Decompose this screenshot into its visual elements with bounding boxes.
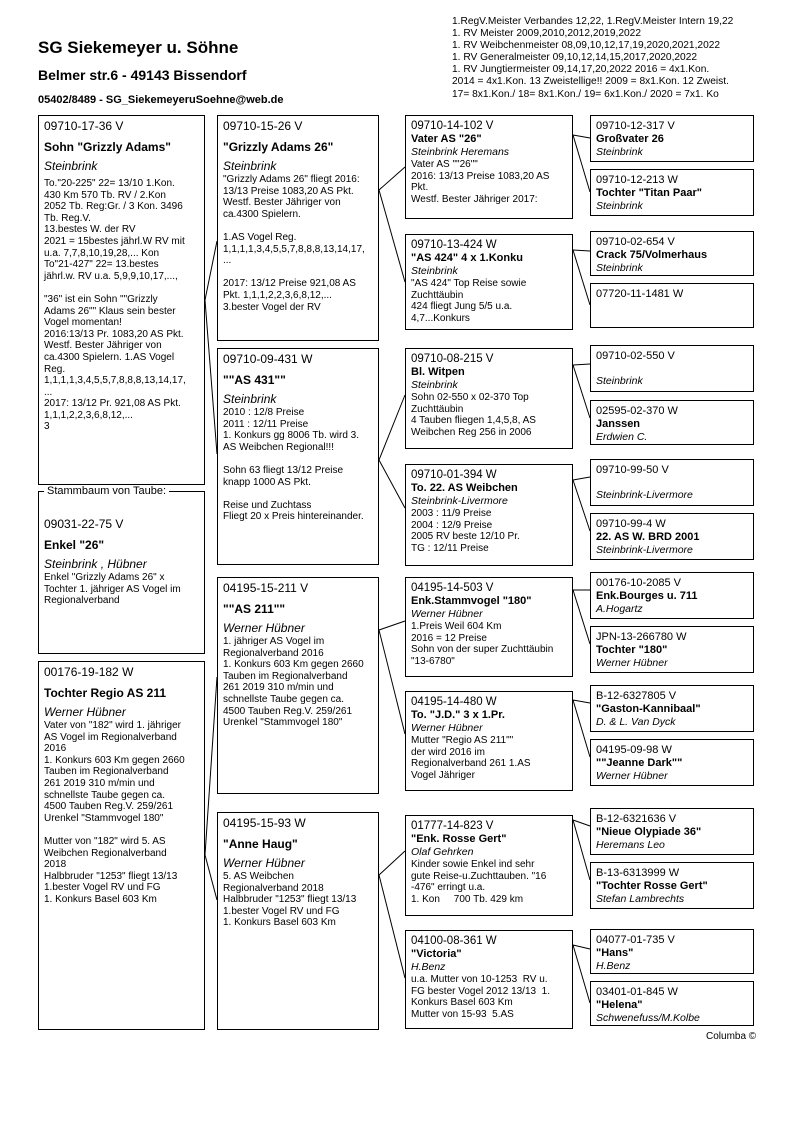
pigeon-name: ""AS 211"" <box>223 602 286 616</box>
pigeon-name: Großvater 26 <box>596 133 664 145</box>
stammbaum-label: Stammbaum von Taube: <box>44 485 169 497</box>
pigeon-name: "Enk. Rosse Gert" <box>411 833 507 845</box>
achievement-line: 1. RV Meister 2009,2010,2012,2019,2022 <box>452 28 641 40</box>
pigeon-description: "Grizzly Adams 26" fliegt 2016: 13/13 Preise 1083,20 AS Pkt. Westf. Bester Jähriger von ca.4300 Spielern. 1.AS Vogel Reg. 1,1,1,1,3,4,5,5,7,8,8,8,13,14,17, ... 2017: 13/12 Preise 921,08 AS Pkt. 1,1,1,2,2,3,6,8,12,... 3.bester Vogel der RV <box>223 174 365 313</box>
pigeon-description: Vater von "182" wird 1. jähriger AS Vogel im Regionalverband 2016 1. Konkurs 603 Km gegen 2660 Tauben im Regionalverband 261 2019 310 m/min und schnellste Taube gegen ca. 4500 Tauben Reg.V. 259/261 Urenkel "Stammvogel 180" Mutter von "182" wird 5. AS Weibchen Regionalverband 2018 Halbbruder "1253" fliegt 13/13 1.bester Vogel RV und FG 1. Konkurs Basel 603 Km <box>44 720 185 905</box>
pigeon-name: "Tochter Rosse Gert" <box>596 880 708 892</box>
pigeon-card <box>405 234 573 330</box>
pigeon-card <box>590 400 754 445</box>
pigeon-card <box>405 464 573 566</box>
pigeon-description: 1. jähriger AS Vogel im Regionalverband 2016 1. Konkurs 603 Km gegen 2660 Tauben im Regionalverband 261 2019 310 m/min und schnellste Taube gegen ca. 4500 Tauben Reg.V. 259/261 Urenkel "Stammvogel 180" <box>223 636 364 729</box>
pigeon-description: 5. AS Weibchen Regionalverband 2018 Halbbruder "1253" fliegt 13/13 1.bester Vogel RV und FG 1. Konkurs Basel 603 Km <box>223 871 357 929</box>
breeder: A.Hogartz <box>596 603 643 615</box>
breeder-name: SG Siekemeyer u. Söhne <box>38 38 239 57</box>
breeder: Steinbrink-Livermore <box>596 544 693 556</box>
pigeon-card-dam <box>38 661 205 1030</box>
breeder: H.Benz <box>596 960 631 972</box>
pigeon-card <box>590 981 754 1026</box>
pigeon-description: Kinder sowie Enkel ind sehr gute Reise-u.Zuchttauben. "16 -476" erringt u.a. 1. Kon 700 Tb. 429 km <box>411 859 547 905</box>
breeder: Heremans Leo <box>596 839 665 851</box>
breeder: Steinbrink <box>223 392 277 406</box>
pigeon-name: "Hans" <box>596 947 634 959</box>
pigeon-name: Sohn "Grizzly Adams" <box>44 140 171 154</box>
pigeon-card <box>405 930 573 1029</box>
ring-number: 09710-17-36 V <box>44 119 124 133</box>
ring-number: 09710-99-4 W <box>596 518 666 530</box>
pigeon-name: Tochter "Titan Paar" <box>596 187 702 199</box>
pigeon-description: 2003 : 11/9 Preise 2004 : 12/9 Preise 2005 RV beste 12/10 Pr. TG : 12/11 Preise <box>411 508 520 554</box>
achievement-line: 2014 = 4x1.Kon. 13 Zweistellige!! 2009 = 8x1.Kon. 12 Zweist. <box>452 76 729 88</box>
breeder: Werner Hübner <box>44 705 126 719</box>
ring-number: 09710-14-102 V <box>411 120 494 132</box>
breeder-address: Belmer str.6 - 49143 Bissendorf <box>38 67 247 83</box>
breeder: Steinbrink <box>596 200 643 212</box>
pigeon-description: Sohn 02-550 x 02-370 Top Zuchttäubin 4 Tauben fliegen 1,4,5,8, AS Weibchen Reg 256 in 2006 <box>411 392 536 438</box>
achievement-line: 17= 8x1.Kon./ 18= 8x1.Kon./ 19= 6x1.Kon./ 2020 = 7x1. Ko <box>452 88 719 100</box>
ring-number: 09710-01-394 W <box>411 469 497 481</box>
ring-number: 09031-22-75 V <box>44 517 124 531</box>
pigeon-name: "Nieue Olypiade 36" <box>596 826 702 838</box>
breeder: Steinbrink-Livermore <box>411 495 508 507</box>
breeder: Schwenefuss/M.Kolbe <box>596 1012 700 1024</box>
breeder: D. & L. Van Dyck <box>596 716 676 728</box>
pigeon-card <box>590 808 754 855</box>
ring-number: JPN-13-266780 W <box>596 631 687 643</box>
ring-number: 04195-14-480 W <box>411 696 497 708</box>
pigeon-description: Vater AS ""26"" 2016: 13/13 Preise 1083,20 AS Pkt. Westf. Bester Jähriger 2017: <box>411 159 550 205</box>
ring-number: 09710-02-550 V <box>596 350 675 362</box>
pigeon-name: "AS 424" 4 x 1.Konku <box>411 252 523 264</box>
pigeon-card <box>590 929 754 974</box>
pigeon-name: "Gaston-Kannibaal" <box>596 703 701 715</box>
achievement-line: 1. RV Generalmeister 09,10,12,14,15,2017,2020,2022 <box>452 52 698 64</box>
pigeon-name: Enk.Bourges u. 711 <box>596 590 698 602</box>
ring-number: 09710-08-215 V <box>411 353 494 365</box>
pigeon-name: Janssen <box>596 418 641 430</box>
breeder: Steinbrink <box>411 265 458 277</box>
breeder: Werner Hübner <box>411 722 483 734</box>
ring-number: 09710-02-654 V <box>596 236 675 248</box>
pigeon-card-subject <box>38 491 205 654</box>
pigeon-name: "Helena" <box>596 999 643 1011</box>
pigeon-name: Vater AS "26" <box>411 133 482 145</box>
ring-number: B-12-6321636 V <box>596 813 677 825</box>
pigeon-name: Tochter Regio AS 211 <box>44 686 167 700</box>
breeder: Olaf Gehrken <box>411 846 474 858</box>
breeder: H.Benz <box>411 961 446 973</box>
pigeon-description: Enkel "Grizzly Adams 26" x Tochter 1. jähriger AS Vogel im Regionalverband <box>44 572 181 607</box>
breeder-contact: 05402/8489 - SG_SiekemeyeruSoehne@web.de <box>38 94 284 106</box>
breeder: Steinbrink <box>44 159 98 173</box>
pigeon-card <box>590 459 754 506</box>
breeder: Erdwien C. <box>596 431 648 443</box>
ring-number: 02595-02-370 W <box>596 405 678 417</box>
pigeon-name: Enkel "26" <box>44 538 105 552</box>
breeder: Werner Hübner <box>596 657 668 669</box>
pigeon-card <box>590 513 754 560</box>
pigeon-name: 22. AS W. BRD 2001 <box>596 531 700 543</box>
pigeon-description: Mutter "Regio AS 211"" der wird 2016 im Regionalverband 261 1.AS Vogel Jähriger <box>411 735 531 781</box>
breeder: Steinbrink-Livermore <box>596 489 693 501</box>
breeder: Steinbrink <box>223 159 277 173</box>
pigeon-card <box>590 626 754 673</box>
pigeon-card <box>405 691 573 791</box>
breeder: Werner Hübner <box>223 621 305 635</box>
breeder: Steinbrink , Hübner <box>44 557 147 571</box>
ring-number: B-13-6313999 W <box>596 867 680 879</box>
breeder: Werner Hübner <box>596 770 668 782</box>
ring-number: 09710-15-26 V <box>223 119 303 133</box>
breeder: Steinbrink <box>596 375 643 387</box>
ring-number: 09710-13-424 W <box>411 239 497 251</box>
pigeon-card <box>590 572 754 619</box>
ring-number: 09710-09-431 W <box>223 352 313 366</box>
pigeon-card <box>590 115 754 162</box>
ring-number: B-12-6327805 V <box>596 690 677 702</box>
ring-number: 04195-09-98 W <box>596 744 672 756</box>
pigeon-description: 2010 : 12/8 Preise 2011 : 12/11 Preise 1. Konkurs gg 8006 Tb. wird 3. AS Weibchen Regional!!! Sohn 63 fliegt 13/12 Preise knapp 1000 AS Pkt. Reise und Zuchtass Fliegt 20 x Preis hintereinander. <box>223 407 364 523</box>
pigeon-description: u.a. Mutter von 10-1253 RV u. FG bester Vogel 2012 13/13 1. Konkurs Basel 603 Km Mutter von 15-93 5.AS <box>411 974 550 1020</box>
pigeon-card <box>590 685 754 732</box>
breeder: Steinbrink <box>596 146 643 158</box>
pigeon-name: ""Jeanne Dark"" <box>596 757 683 769</box>
pigeon-card <box>590 739 754 786</box>
ring-number: 01777-14-823 V <box>411 820 494 832</box>
achievement-line: 1.RegV.Meister Verbandes 12,22, 1.RegV.Meister Intern 19,22 <box>452 16 734 27</box>
pigeon-description: 1.Preis Weil 604 Km 2016 = 12 Preise Sohn von der super Zuchttäubin "13-6780" <box>411 621 554 667</box>
pigeon-card <box>217 577 379 794</box>
pigeon-name: Crack 75/Volmerhaus <box>596 249 708 261</box>
pigeon-name: To. "J.D." 3 x 1.Pr. <box>411 709 505 721</box>
ring-number: 03401-01-845 W <box>596 986 678 998</box>
pigeon-name: Enk.Stammvogel "180" <box>411 595 532 607</box>
ring-number: 00176-10-2085 V <box>596 577 682 589</box>
pigeon-name: ""AS 431"" <box>223 373 286 387</box>
pigeon-card <box>590 862 754 909</box>
pigeon-card <box>405 577 573 677</box>
ring-number: 04195-14-503 V <box>411 582 494 594</box>
achievement-line: 1. RV Jungtiermeister 09,14,17,20,2022 2016 = 4x1.Kon. <box>452 64 710 76</box>
pigeon-name: Tochter "180" <box>596 644 668 656</box>
ring-number: 04100-08-361 W <box>411 935 497 947</box>
ring-number: 04195-15-93 W <box>223 816 306 830</box>
pigeon-card <box>405 115 573 219</box>
pigeon-description: "AS 424" Top Reise sowie Zuchttäubin 424 fliegt Jung 5/5 u.a. 4,7...Konkurs <box>411 278 527 324</box>
pigeon-card <box>590 169 754 216</box>
pigeon-card <box>217 348 379 565</box>
ring-number: 00176-19-182 W <box>44 665 134 679</box>
pigeon-card <box>405 815 573 916</box>
ring-number: 04077-01-735 V <box>596 934 675 946</box>
pigeon-card <box>590 231 754 276</box>
pigeon-card <box>590 345 754 392</box>
ring-number: 09710-12-317 V <box>596 120 675 132</box>
pigeon-name: To. 22. AS Weibchen <box>411 482 518 494</box>
breeder: Werner Hübner <box>411 608 483 620</box>
pigeon-card <box>590 283 754 328</box>
software-credit: Columba © <box>706 1031 757 1042</box>
breeder: Stefan Lambrechts <box>596 893 685 905</box>
pigeon-name: "Anne Haug" <box>223 837 298 851</box>
breeder: Werner Hübner <box>223 856 305 870</box>
pigeon-name: "Grizzly Adams 26" <box>223 140 334 154</box>
pigeon-card <box>405 348 573 449</box>
achievement-line: 1. RV Weibchenmeister 08,09,10,12,17,19,2020,2021,2022 <box>452 40 721 52</box>
ring-number: 04195-15-211 V <box>223 581 309 595</box>
pigeon-card <box>217 115 379 341</box>
breeder: Steinbrink <box>596 262 643 274</box>
pigeon-card-sire <box>38 115 205 485</box>
ring-number: 09710-99-50 V <box>596 464 669 476</box>
breeder: Steinbrink Heremans <box>411 146 510 158</box>
pigeon-name: "Victoria" <box>411 948 462 960</box>
pigeon-name: Bl. Witpen <box>411 366 465 378</box>
ring-number: 09710-12-213 W <box>596 174 678 186</box>
breeder: Steinbrink <box>411 379 458 391</box>
pigeon-description: To."20-225" 22= 13/10 1.Kon. 430 Km 570 Tb. RV / 2.Kon 2052 Tb. Reg:Gr. / 3 Kon. 3496 Tb. Reg.V. 13.bestes W. der RV 2021 = 15bestes jährl.W RV mit u.a. 7,7,8,10,19,28,... Kon To"21-427" 22= 13.bestes jährl.w. RV u.a. 5,9,9,10,17,..., "36" ist ein Sohn ""Grizzly Adams 26"" Klaus sein bester Vogel momentan! 2016:13/13 Pr. 1083,20 AS Pkt. Westf. Bester Jähriger von ca.4300 Spielern. 1.AS Vogel Reg. 1,1,1,1,3,4,5,5,7,8,8,8,13,14,17, ... 2017: 13/12 Pr. 921,08 AS Pkt. 1,1,1,2,2,3,6,8,12,... 3 <box>44 178 186 433</box>
pigeon-card <box>217 812 379 1030</box>
ring-number: 07720-11-1481 W <box>596 288 684 300</box>
